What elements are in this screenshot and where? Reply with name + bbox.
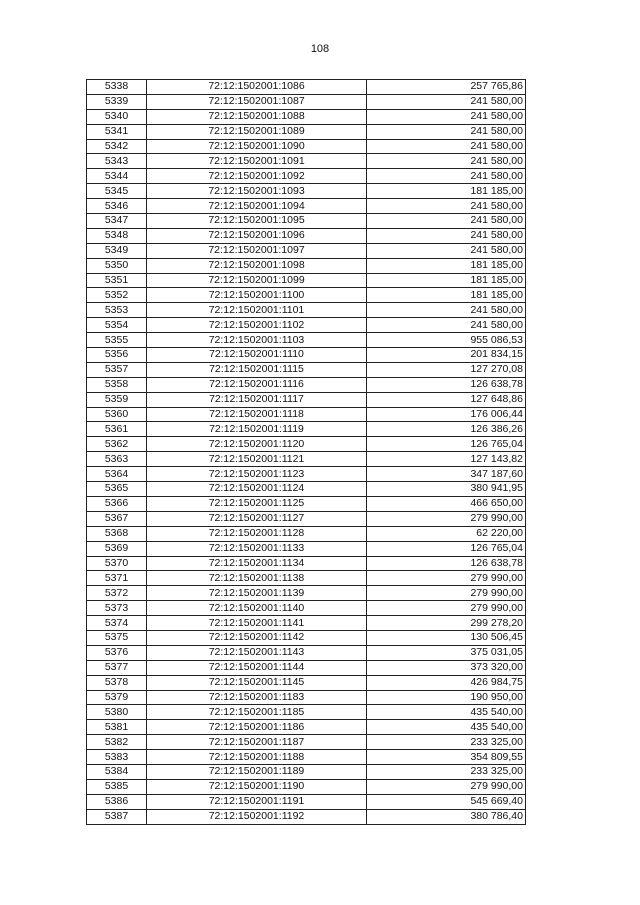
table-row (87, 318, 526, 333)
cadastral-value-table (86, 79, 526, 825)
cadastral-value-cell: 181 185,00 (367, 273, 526, 288)
table-row (87, 511, 526, 526)
cadastral-number-cell: 72:12:1502001:1138 (147, 571, 367, 586)
cadastral-value-cell: 126 765,04 (367, 437, 526, 452)
row-number-cell: 5340 (87, 109, 147, 124)
table-row (87, 601, 526, 616)
table-row (87, 690, 526, 705)
table-row (87, 154, 526, 169)
cadastral-number-cell: 72:12:1502001:1183 (147, 690, 367, 705)
table-row (87, 779, 526, 794)
cadastral-value-cell: 127 143,82 (367, 452, 526, 467)
cadastral-value-cell: 435 540,00 (367, 720, 526, 735)
table-row (87, 750, 526, 765)
row-number-cell: 5384 (87, 764, 147, 779)
cadastral-number-cell: 72:12:1502001:1190 (147, 779, 367, 794)
table-row (87, 139, 526, 154)
row-number-cell: 5343 (87, 154, 147, 169)
cadastral-value-cell: 380 786,40 (367, 809, 526, 824)
table-row (87, 541, 526, 556)
cadastral-number-cell: 72:12:1502001:1142 (147, 630, 367, 645)
table-row (87, 735, 526, 750)
cadastral-value-cell: 181 185,00 (367, 184, 526, 199)
cadastral-number-cell: 72:12:1502001:1188 (147, 750, 367, 765)
table-row (87, 362, 526, 377)
cadastral-number-cell: 72:12:1502001:1100 (147, 288, 367, 303)
cadastral-value-cell: 130 506,45 (367, 630, 526, 645)
table-row (87, 109, 526, 124)
table-row (87, 794, 526, 809)
table-row (87, 94, 526, 109)
cadastral-value-cell: 201 834,15 (367, 348, 526, 363)
cadastral-value-cell: 279 990,00 (367, 511, 526, 526)
cadastral-number-cell: 72:12:1502001:1096 (147, 228, 367, 243)
table-row (87, 645, 526, 660)
row-number-cell: 5375 (87, 630, 147, 645)
cadastral-value-cell: 181 185,00 (367, 288, 526, 303)
row-number-cell: 5372 (87, 586, 147, 601)
cadastral-value-cell: 241 580,00 (367, 318, 526, 333)
table-row (87, 482, 526, 497)
cadastral-value-cell: 299 278,20 (367, 616, 526, 631)
cadastral-value-cell: 233 325,00 (367, 764, 526, 779)
cadastral-value-cell: 279 990,00 (367, 779, 526, 794)
table-row (87, 675, 526, 690)
cadastral-number-cell: 72:12:1502001:1102 (147, 318, 367, 333)
row-number-cell: 5387 (87, 809, 147, 824)
row-number-cell: 5367 (87, 511, 147, 526)
cadastral-value-cell: 241 580,00 (367, 109, 526, 124)
cadastral-number-cell: 72:12:1502001:1087 (147, 94, 367, 109)
cadastral-value-cell: 241 580,00 (367, 228, 526, 243)
cadastral-number-cell: 72:12:1502001:1141 (147, 616, 367, 631)
cadastral-value-cell: 126 765,04 (367, 541, 526, 556)
row-number-cell: 5368 (87, 526, 147, 541)
cadastral-value-cell: 127 648,86 (367, 392, 526, 407)
row-number-cell: 5358 (87, 377, 147, 392)
row-number-cell: 5361 (87, 422, 147, 437)
cadastral-number-cell: 72:12:1502001:1124 (147, 482, 367, 497)
cadastral-value-cell: 279 990,00 (367, 586, 526, 601)
table-row (87, 80, 526, 95)
row-number-cell: 5339 (87, 94, 147, 109)
cadastral-number-cell: 72:12:1502001:1103 (147, 333, 367, 348)
cadastral-number-cell: 72:12:1502001:1121 (147, 452, 367, 467)
table-row (87, 660, 526, 675)
row-number-cell: 5341 (87, 124, 147, 139)
cadastral-number-cell: 72:12:1502001:1110 (147, 348, 367, 363)
cadastral-value-cell: 241 580,00 (367, 303, 526, 318)
cadastral-value-cell: 62 220,00 (367, 526, 526, 541)
table-row (87, 452, 526, 467)
table-row (87, 214, 526, 229)
cadastral-value-cell: 127 270,08 (367, 362, 526, 377)
cadastral-value-cell: 126 638,78 (367, 377, 526, 392)
table-row (87, 169, 526, 184)
row-number-cell: 5350 (87, 258, 147, 273)
table-row (87, 258, 526, 273)
cadastral-number-cell: 72:12:1502001:1090 (147, 139, 367, 154)
table-row (87, 243, 526, 258)
cadastral-value-cell: 241 580,00 (367, 124, 526, 139)
row-number-cell: 5363 (87, 452, 147, 467)
table-row (87, 228, 526, 243)
table-row (87, 720, 526, 735)
row-number-cell: 5344 (87, 169, 147, 184)
row-number-cell: 5353 (87, 303, 147, 318)
row-number-cell: 5382 (87, 735, 147, 750)
cadastral-number-cell: 72:12:1502001:1187 (147, 735, 367, 750)
cadastral-number-cell: 72:12:1502001:1127 (147, 511, 367, 526)
table-row (87, 705, 526, 720)
row-number-cell: 5371 (87, 571, 147, 586)
row-number-cell: 5385 (87, 779, 147, 794)
cadastral-value-cell: 545 669,40 (367, 794, 526, 809)
cadastral-value-cell: 241 580,00 (367, 199, 526, 214)
table-row (87, 273, 526, 288)
row-number-cell: 5379 (87, 690, 147, 705)
row-number-cell: 5377 (87, 660, 147, 675)
table-row (87, 809, 526, 824)
table-row (87, 764, 526, 779)
table-row (87, 422, 526, 437)
row-number-cell: 5352 (87, 288, 147, 303)
cadastral-number-cell: 72:12:1502001:1094 (147, 199, 367, 214)
row-number-cell: 5364 (87, 467, 147, 482)
table-row (87, 556, 526, 571)
row-number-cell: 5381 (87, 720, 147, 735)
row-number-cell: 5365 (87, 482, 147, 497)
table-row (87, 496, 526, 511)
table-row (87, 437, 526, 452)
row-number-cell: 5386 (87, 794, 147, 809)
row-number-cell: 5357 (87, 362, 147, 377)
table-body (87, 80, 526, 825)
row-number-cell: 5349 (87, 243, 147, 258)
cadastral-number-cell: 72:12:1502001:1120 (147, 437, 367, 452)
cadastral-value-cell: 241 580,00 (367, 169, 526, 184)
row-number-cell: 5362 (87, 437, 147, 452)
cadastral-value-cell: 181 185,00 (367, 258, 526, 273)
row-number-cell: 5370 (87, 556, 147, 571)
table-row (87, 288, 526, 303)
table-row (87, 124, 526, 139)
row-number-cell: 5360 (87, 407, 147, 422)
table-row (87, 407, 526, 422)
row-number-cell: 5347 (87, 214, 147, 229)
table-row (87, 377, 526, 392)
cadastral-number-cell: 72:12:1502001:1133 (147, 541, 367, 556)
cadastral-value-cell: 176 006,44 (367, 407, 526, 422)
cadastral-value-cell: 241 580,00 (367, 154, 526, 169)
table-row (87, 467, 526, 482)
cadastral-value-cell: 257 765,86 (367, 80, 526, 95)
row-number-cell: 5383 (87, 750, 147, 765)
table-row (87, 303, 526, 318)
cadastral-value-cell: 375 031,05 (367, 645, 526, 660)
cadastral-value-cell: 279 990,00 (367, 601, 526, 616)
cadastral-value-cell: 126 386,26 (367, 422, 526, 437)
table-row (87, 571, 526, 586)
row-number-cell: 5354 (87, 318, 147, 333)
cadastral-value-cell: 241 580,00 (367, 94, 526, 109)
row-number-cell: 5355 (87, 333, 147, 348)
page-number: 108 (310, 43, 330, 55)
cadastral-number-cell: 72:12:1502001:1144 (147, 660, 367, 675)
row-number-cell: 5348 (87, 228, 147, 243)
cadastral-value-cell: 466 650,00 (367, 496, 526, 511)
cadastral-number-cell: 72:12:1502001:1191 (147, 794, 367, 809)
cadastral-number-cell: 72:12:1502001:1140 (147, 601, 367, 616)
cadastral-number-cell: 72:12:1502001:1192 (147, 809, 367, 824)
row-number-cell: 5346 (87, 199, 147, 214)
cadastral-number-cell: 72:12:1502001:1186 (147, 720, 367, 735)
cadastral-number-cell: 72:12:1502001:1091 (147, 154, 367, 169)
table-row (87, 348, 526, 363)
cadastral-number-cell: 72:12:1502001:1099 (147, 273, 367, 288)
cadastral-number-cell: 72:12:1502001:1097 (147, 243, 367, 258)
cadastral-number-cell: 72:12:1502001:1086 (147, 80, 367, 95)
row-number-cell: 5380 (87, 705, 147, 720)
row-number-cell: 5342 (87, 139, 147, 154)
row-number-cell: 5359 (87, 392, 147, 407)
table-row (87, 616, 526, 631)
table-row (87, 199, 526, 214)
row-number-cell: 5378 (87, 675, 147, 690)
cadastral-value-cell: 279 990,00 (367, 571, 526, 586)
row-number-cell: 5366 (87, 496, 147, 511)
table-row (87, 392, 526, 407)
row-number-cell: 5356 (87, 348, 147, 363)
cadastral-number-cell: 72:12:1502001:1117 (147, 392, 367, 407)
cadastral-value-cell: 241 580,00 (367, 214, 526, 229)
cadastral-number-cell: 72:12:1502001:1116 (147, 377, 367, 392)
cadastral-number-cell: 72:12:1502001:1189 (147, 764, 367, 779)
cadastral-number-cell: 72:12:1502001:1123 (147, 467, 367, 482)
cadastral-value-cell: 373 320,00 (367, 660, 526, 675)
cadastral-number-cell: 72:12:1502001:1139 (147, 586, 367, 601)
cadastral-number-cell: 72:12:1502001:1128 (147, 526, 367, 541)
cadastral-value-cell: 426 984,75 (367, 675, 526, 690)
cadastral-number-cell: 72:12:1502001:1095 (147, 214, 367, 229)
row-number-cell: 5338 (87, 80, 147, 95)
cadastral-number-cell: 72:12:1502001:1093 (147, 184, 367, 199)
cadastral-value-cell: 347 187,60 (367, 467, 526, 482)
cadastral-value-cell: 190 950,00 (367, 690, 526, 705)
cadastral-value-cell: 241 580,00 (367, 139, 526, 154)
cadastral-number-cell: 72:12:1502001:1145 (147, 675, 367, 690)
cadastral-number-cell: 72:12:1502001:1185 (147, 705, 367, 720)
cadastral-value-cell: 126 638,78 (367, 556, 526, 571)
row-number-cell: 5373 (87, 601, 147, 616)
table-row (87, 184, 526, 199)
cadastral-number-cell: 72:12:1502001:1092 (147, 169, 367, 184)
cadastral-number-cell: 72:12:1502001:1089 (147, 124, 367, 139)
table-row (87, 586, 526, 601)
row-number-cell: 5345 (87, 184, 147, 199)
row-number-cell: 5376 (87, 645, 147, 660)
cadastral-number-cell: 72:12:1502001:1098 (147, 258, 367, 273)
cadastral-value-cell: 354 809,55 (367, 750, 526, 765)
cadastral-value-cell: 380 941,95 (367, 482, 526, 497)
cadastral-number-cell: 72:12:1502001:1115 (147, 362, 367, 377)
table-row (87, 333, 526, 348)
cadastral-value-cell: 241 580,00 (367, 243, 526, 258)
table-row (87, 526, 526, 541)
row-number-cell: 5374 (87, 616, 147, 631)
cadastral-value-cell: 955 086,53 (367, 333, 526, 348)
cadastral-number-cell: 72:12:1502001:1119 (147, 422, 367, 437)
cadastral-number-cell: 72:12:1502001:1088 (147, 109, 367, 124)
cadastral-number-cell: 72:12:1502001:1101 (147, 303, 367, 318)
cadastral-value-cell: 233 325,00 (367, 735, 526, 750)
row-number-cell: 5369 (87, 541, 147, 556)
cadastral-value-cell: 435 540,00 (367, 705, 526, 720)
cadastral-number-cell: 72:12:1502001:1134 (147, 556, 367, 571)
cadastral-number-cell: 72:12:1502001:1125 (147, 496, 367, 511)
cadastral-number-cell: 72:12:1502001:1118 (147, 407, 367, 422)
table-row (87, 630, 526, 645)
row-number-cell: 5351 (87, 273, 147, 288)
cadastral-number-cell: 72:12:1502001:1143 (147, 645, 367, 660)
